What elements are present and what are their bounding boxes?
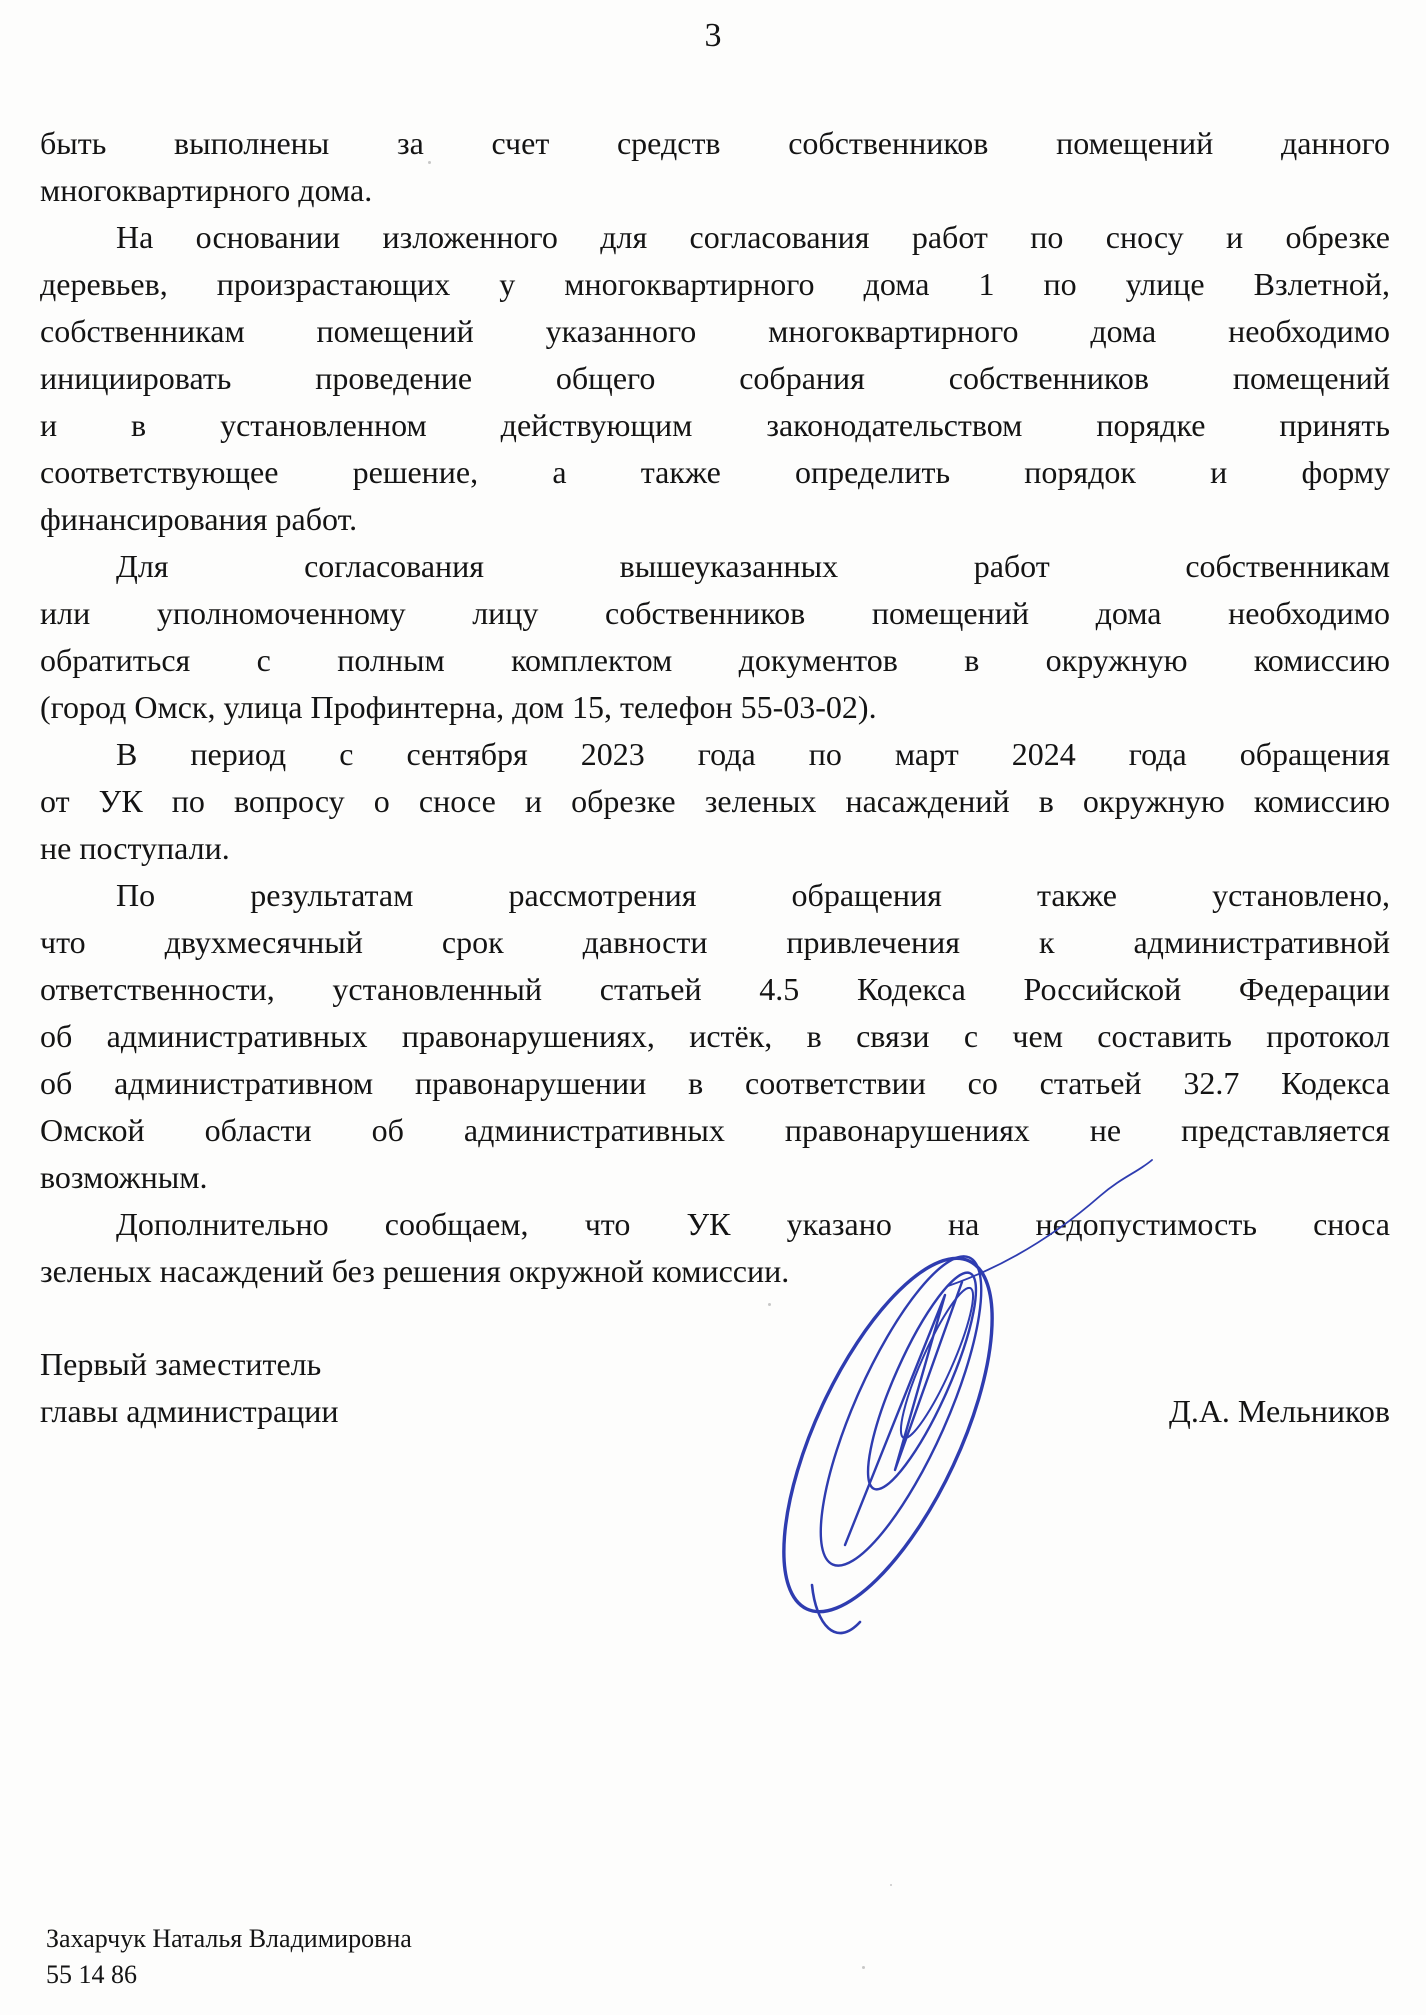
text-line: и в установленном действующим законодательством порядке принять — [40, 407, 1390, 443]
scan-speck — [428, 161, 431, 164]
text-line: многоквартирного дома. — [40, 172, 373, 208]
text-line: По результатам рассмотрения обращения также установлено, — [116, 877, 1390, 913]
text-line: что двухмесячный срок давности привлечения к административной — [40, 924, 1390, 960]
text-line: собственникам помещений указанного многоквартирного дома необходимо — [40, 313, 1390, 349]
signer-name: Д.А. Мельников — [1168, 1393, 1390, 1429]
scan-speck — [890, 1884, 892, 1886]
text-line: (город Омск, улица Профинтерна, дом 15, телефон 55-03-02). — [40, 689, 877, 725]
text-line: финансирования работ. — [40, 501, 358, 537]
text-line: Омской области об административных правонарушениях не представляется — [40, 1112, 1390, 1148]
text-line: Дополнительно сообщаем, что УК указано на недопустимость сноса — [116, 1206, 1390, 1242]
scan-speck — [768, 1303, 771, 1306]
scan-speck — [862, 1966, 865, 1969]
text-line: или уполномоченному лицу собственников помещений дома необходимо — [40, 595, 1390, 631]
text-line: деревьев, произрастающих у многоквартирного дома 1 по улице Взлетной, — [40, 266, 1390, 302]
text-line: возможным. — [40, 1159, 208, 1195]
signer-position-line-2: главы администрации — [40, 1393, 339, 1429]
text-line: инициировать проведение общего собрания собственников помещений — [40, 360, 1390, 396]
handwritten-signature-icon — [740, 1100, 1210, 1680]
text-line: не поступали. — [40, 830, 230, 866]
text-line: соответствующее решение, а также определить порядок и форму — [40, 454, 1390, 490]
text-line: об административных правонарушениях, истёк, в связи с чем составить протокол — [40, 1018, 1390, 1054]
text-line: Для согласования вышеуказанных работ собственникам — [116, 548, 1390, 584]
executor-phone: 55 14 86 — [46, 1960, 137, 1989]
text-line: об административном правонарушении в соответствии со статьей 32.7 Кодекса — [40, 1065, 1390, 1101]
executor-name: Захарчук Наталья Владимировна — [46, 1924, 412, 1953]
text-line: зеленых насаждений без решения окружной комиссии. — [40, 1253, 790, 1289]
text-line: В период с сентября 2023 года по март 2024 года обращения — [116, 736, 1390, 772]
text-line: На основании изложенного для согласования работ по сносу и обрезке — [116, 219, 1390, 255]
text-line: обратиться с полным комплектом документов в окружную комиссию — [40, 642, 1390, 678]
page-number: 3 — [704, 17, 722, 54]
text-line: ответственности, установленный статьей 4.5 Кодекса Российской Федерации — [40, 971, 1390, 1007]
text-line: от УК по вопросу о сносе и обрезке зеленых насаждений в окружную комиссию — [40, 783, 1390, 819]
signer-position-line-1: Первый заместитель — [40, 1346, 322, 1382]
text-line: быть выполнены за счет средств собственников помещений данного — [40, 125, 1390, 161]
